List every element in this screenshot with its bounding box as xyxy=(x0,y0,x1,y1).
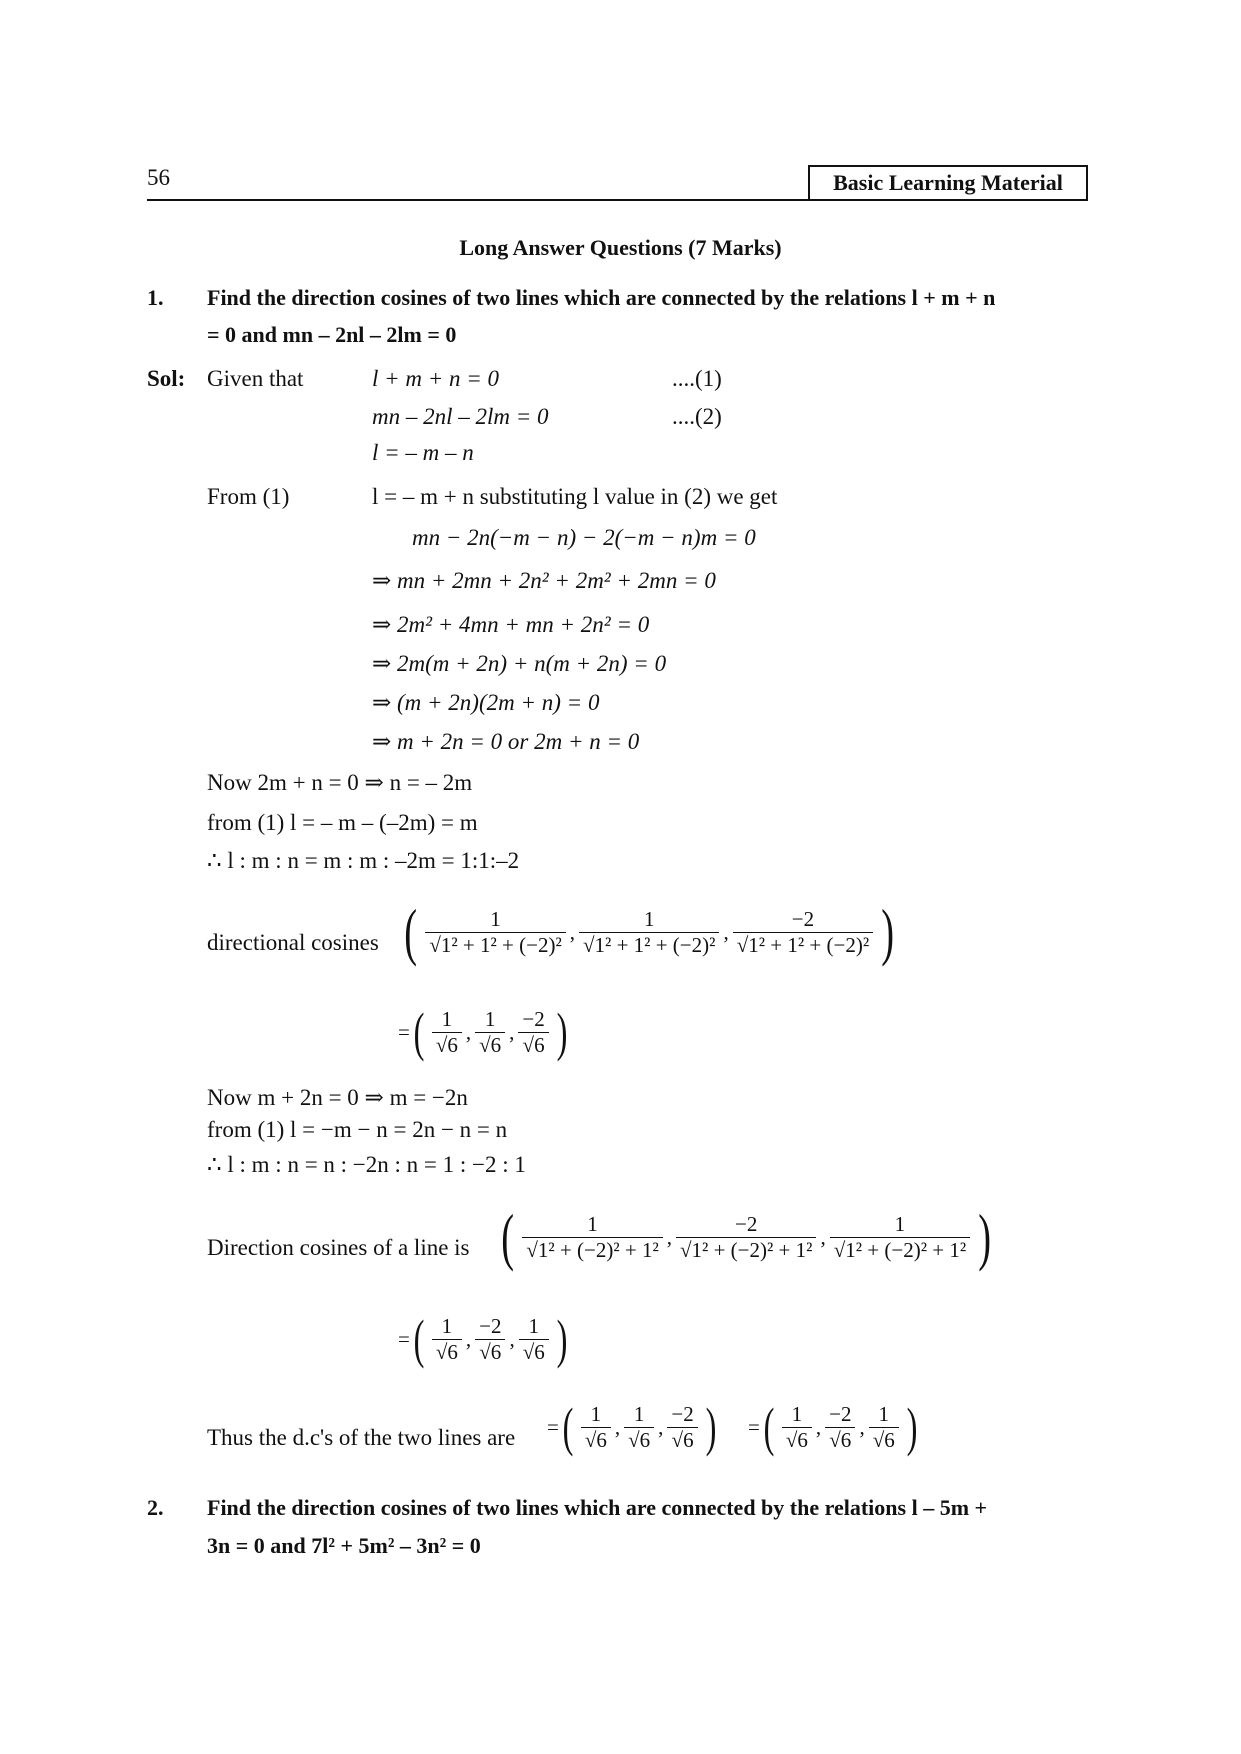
equation-3: l = – m – n xyxy=(372,440,474,465)
left-paren: ( xyxy=(404,896,418,967)
given-label: Given that xyxy=(207,366,304,391)
question-text-line1: Find the direction cosines of two lines which are connected by the relations l – 5m + xyxy=(207,1495,988,1520)
dc-expression-2: ( $\frac{1}{\text{√1² + (−2)² + 1²}}$ , $\frac{-2}{\text{√1² + (−2)² + 1²}}$ , $\frac{1}{\text{√1² + (−2)² + 1²}}$ ) xyxy=(501,1201,992,1272)
thus-label: Thus the d.c's of the two lines are xyxy=(207,1425,516,1450)
fraction: $\frac{1}{\text{√1² + 1² + (−2)²}}$ xyxy=(425,907,565,958)
final-dc-1: = ( $\frac{1}{√6}$ , $\frac{1}{√6}$ , $\frac{-2}{√6}$ ) xyxy=(547,1397,717,1457)
from1-label: From (1) xyxy=(207,484,290,509)
equation-2: mn – 2nl – 2lm = 0 xyxy=(372,404,549,429)
question-number: 2. xyxy=(147,1495,164,1520)
header-title: Basic Learning Material xyxy=(808,165,1088,201)
step-3: ⇒ 2m² + 4mn + mn + 2n² = 0 xyxy=(372,612,650,637)
dc-expression-1: ( $\frac{1}{\text{√1² + 1² + (−2)²}}$ , $\frac{1}{\text{√1² + 1² + (−2)²}}$ , $\frac{-2}{\text{√1² + 1² + (−2)²}}$ ) xyxy=(404,896,895,967)
from1-text: l = – m + n substituting l value in (2) we get xyxy=(372,484,778,509)
step-2: ⇒ mn + 2mn + 2n² + 2m² + 2mn = 0 xyxy=(372,568,716,593)
question-text-line2: = 0 and mn – 2nl – 2lm = 0 xyxy=(207,322,457,347)
page-number: 56 xyxy=(147,165,170,190)
dc-label-1: directional cosines xyxy=(207,930,379,955)
step-6: ⇒ m + 2n = 0 or 2m + n = 0 xyxy=(372,729,640,754)
now-step-1: Now 2m + n = 0 ⇒ n = – 2m xyxy=(207,770,473,795)
question-text-line1: Find the direction cosines of two lines which are connected by the relations l + m + n xyxy=(207,285,996,310)
equation-1: l + m + n = 0 xyxy=(372,366,500,391)
dc-label-2: Direction cosines of a line is xyxy=(207,1235,470,1260)
fraction: $\frac{-2}{\text{√1² + 1² + (−2)²}}$ xyxy=(733,907,873,958)
from1-substitution-2: from (1) l = −m − n = 2n − n = n xyxy=(207,1117,508,1142)
question-text-line2: 3n = 0 and 7l² + 5m² – 3n² = 0 xyxy=(207,1533,481,1558)
fraction: $\frac{1}{\text{√1² + 1² + (−2)²}}$ xyxy=(579,907,719,958)
dc-result-2: = ( $\frac{1}{√6}$ , $\frac{-2}{√6}$ , $\frac{1}{√6}$ ) xyxy=(398,1309,568,1369)
dc-result-1: = ( $\frac{1}{√6}$ , $\frac{1}{√6}$ , $\frac{-2}{√6}$ ) xyxy=(398,1002,568,1062)
solution-label: Sol: xyxy=(147,366,186,391)
equation-2-ref: ....(2) xyxy=(672,404,722,429)
step-1: mn − 2n(−m − n) − 2(−m − n)m = 0 xyxy=(412,525,756,550)
ratio-1: ∴ l : m : n = m : m : –2m = 1:1:–2 xyxy=(207,848,520,873)
final-dc-2: = ( $\frac{1}{√6}$ , $\frac{-2}{√6}$ , $\frac{1}{√6}$ ) xyxy=(748,1397,918,1457)
section-title: Long Answer Questions (7 Marks) xyxy=(459,235,782,260)
step-4: ⇒ 2m(m + 2n) + n(m + 2n) = 0 xyxy=(372,651,667,676)
header-divider xyxy=(147,199,1087,201)
from1-substitution: from (1) l = – m – (–2m) = m xyxy=(207,810,478,835)
now-step-2: Now m + 2n = 0 ⇒ m = −2n xyxy=(207,1085,468,1110)
ratio-2: ∴ l : m : n = n : −2n : n = 1 : −2 : 1 xyxy=(207,1152,526,1177)
question-number: 1. xyxy=(147,285,164,310)
step-5: ⇒ (m + 2n)(2m + n) = 0 xyxy=(372,690,600,715)
right-paren: ) xyxy=(881,896,895,967)
equation-1-ref: ....(1) xyxy=(672,366,722,391)
